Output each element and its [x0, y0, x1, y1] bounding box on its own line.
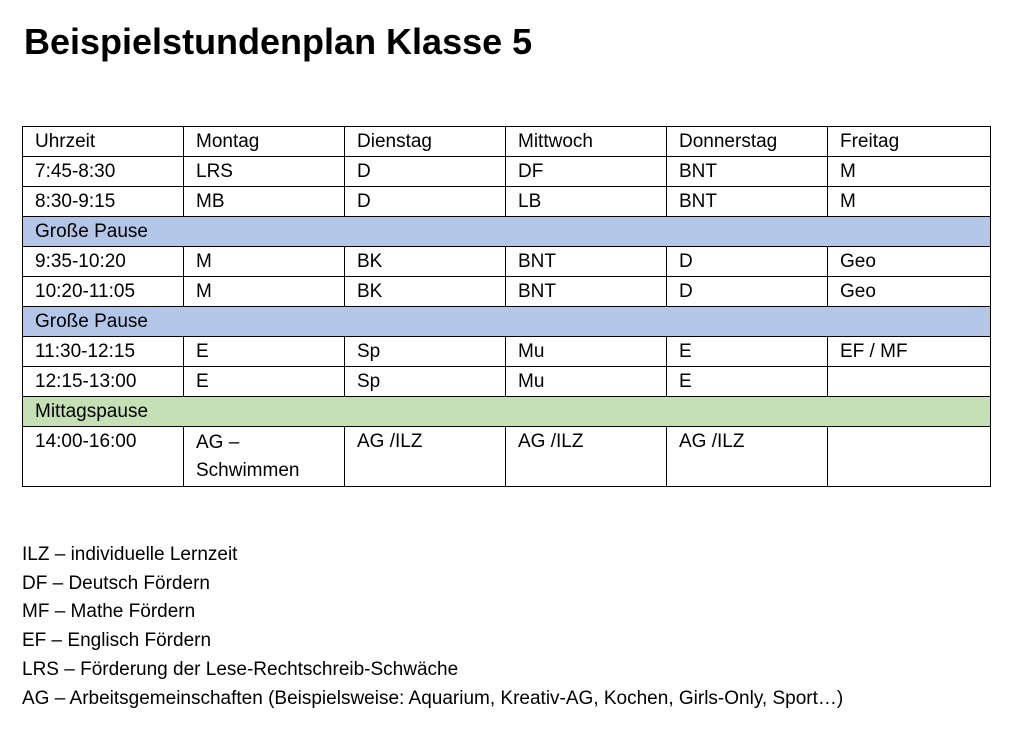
lunch-break-row: [23, 397, 991, 427]
subject-cell: AG /ILZ: [345, 427, 506, 487]
table-row: [23, 157, 991, 187]
subject-cell: BK: [345, 247, 506, 277]
subject-cell: MB: [184, 187, 345, 217]
subject-cell: D: [667, 277, 828, 307]
time-cell: 9:35-10:20: [23, 247, 184, 277]
break-label: Mittagspause: [23, 397, 991, 427]
break-label: Große Pause: [23, 307, 991, 337]
subject-cell: M: [184, 277, 345, 307]
subject-cell: Mu: [506, 337, 667, 367]
column-header: Mittwoch: [506, 127, 667, 157]
subject-cell: BK: [345, 277, 506, 307]
table-row: [23, 247, 991, 277]
break-row: [23, 217, 991, 247]
legend-item: LRS – Förderung der Lese-Rechtschreib-Schwäche: [22, 658, 459, 680]
subject-cell: Sp: [345, 337, 506, 367]
subject-cell: E: [184, 367, 345, 397]
time-cell: 12:15-13:00: [23, 367, 184, 397]
subject-cell: E: [667, 367, 828, 397]
column-header: Montag: [184, 127, 345, 157]
break-label: Große Pause: [23, 217, 991, 247]
subject-cell: M: [828, 157, 991, 187]
subject-cell: D: [345, 157, 506, 187]
timetable: [22, 126, 991, 487]
column-header: Freitag: [828, 127, 991, 157]
subject-cell: E: [667, 337, 828, 367]
time-cell: 8:30-9:15: [23, 187, 184, 217]
subject-cell: Geo: [828, 277, 991, 307]
subject-cell: [828, 427, 991, 487]
table-row: [23, 277, 991, 307]
subject-cell: EF / MF: [828, 337, 991, 367]
abbreviation-legend: [22, 541, 843, 713]
subject-cell: Sp: [345, 367, 506, 397]
time-cell: 14:00-16:00: [23, 427, 184, 487]
subject-cell: Mu: [506, 367, 667, 397]
subject-cell: BNT: [667, 157, 828, 187]
break-row: [23, 307, 991, 337]
subject-cell: [828, 367, 991, 397]
table-row: [23, 187, 991, 217]
subject-cell: LRS: [184, 157, 345, 187]
column-header: Donnerstag: [667, 127, 828, 157]
subject-cell: M: [828, 187, 991, 217]
legend-item: EF – Englisch Fördern: [22, 630, 212, 652]
table-row: [23, 427, 991, 487]
subject-cell: LB: [506, 187, 667, 217]
column-header: Uhrzeit: [23, 127, 184, 157]
subject-cell: AG – Schwimmen: [184, 427, 345, 487]
time-cell: 11:30-12:15: [23, 337, 184, 367]
legend-item: MF – Mathe Fördern: [22, 601, 196, 623]
legend-item: DF – Deutsch Fördern: [22, 572, 210, 594]
table-row: [23, 337, 991, 367]
subject-cell: AG /ILZ: [667, 427, 828, 487]
subject-cell: Geo: [828, 247, 991, 277]
subject-cell: BNT: [506, 277, 667, 307]
time-cell: 7:45-8:30: [23, 157, 184, 187]
subject-cell: D: [345, 187, 506, 217]
subject-cell: DF: [506, 157, 667, 187]
subject-cell: M: [184, 247, 345, 277]
time-cell: 10:20-11:05: [23, 277, 184, 307]
legend-item: ILZ – individuelle Lernzeit: [22, 544, 238, 565]
column-header: Dienstag: [345, 127, 506, 157]
page-title: Beispielstundenplan Klasse 5: [24, 21, 533, 62]
table-header-row: [23, 127, 991, 157]
legend-item: AG – Arbeitsgemeinschaften (Beispielsweise: Aquarium, Kreativ-AG, Kochen, Girls-Only, Sport…): [22, 687, 844, 709]
subject-cell: BNT: [506, 247, 667, 277]
subject-cell: D: [667, 247, 828, 277]
table-row: [23, 367, 991, 397]
subject-cell: BNT: [667, 187, 828, 217]
subject-cell: E: [184, 337, 345, 367]
subject-cell: AG /ILZ: [506, 427, 667, 487]
